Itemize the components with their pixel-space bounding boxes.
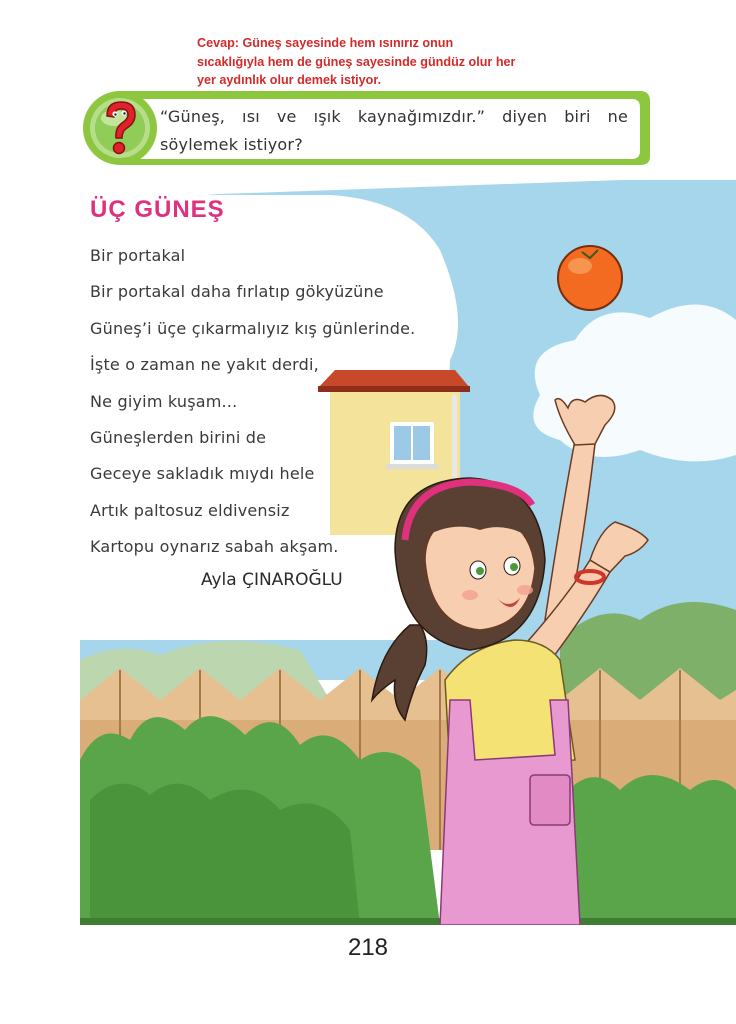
answer-line: yer aydınlık olur demek istiyor. xyxy=(197,73,382,87)
question-text: “Güneş, ısı ve ışık kaynağımızdır.” diyen biri ne söylemek istiyor? xyxy=(160,107,628,154)
poem-author: Ayla ÇINAROĞLU xyxy=(201,570,343,590)
answer-note xyxy=(197,34,537,90)
poem-line: Ne giyim kuşam... xyxy=(90,391,238,411)
poem-line: Kartopu oynarız sabah akşam. xyxy=(90,537,339,557)
poem-line: Bir portakal xyxy=(90,246,186,265)
page-number: 218 xyxy=(347,934,389,961)
poem-line: Geceye sakladık mıydı hele xyxy=(90,464,315,484)
poem-line: Güneş’i üçe çıkarmalıyız kış günlerinde. xyxy=(90,318,416,338)
orange-ball xyxy=(558,246,622,310)
poem-title: ÜÇ GÜNEŞ xyxy=(90,196,225,223)
answer-line: sıcaklığıyla hem de güneş sayesinde gündüz olur her xyxy=(197,54,516,69)
poem-line: Artık paltosuz eldivensiz xyxy=(90,500,290,520)
ground-line xyxy=(80,918,736,925)
poem-line: Bir portakal daha fırlatıp gökyüzüne xyxy=(90,282,384,302)
poem-line: İşte o zaman ne yakıt derdi, xyxy=(90,355,319,375)
answer-line: Cevap: Güneş sayesinde hem ısınırız onun xyxy=(197,36,454,50)
bush-right xyxy=(560,775,736,925)
question-mark-icon xyxy=(80,88,160,168)
poem-lines xyxy=(90,238,415,566)
poem-line: Güneşlerden birini de xyxy=(90,428,267,448)
